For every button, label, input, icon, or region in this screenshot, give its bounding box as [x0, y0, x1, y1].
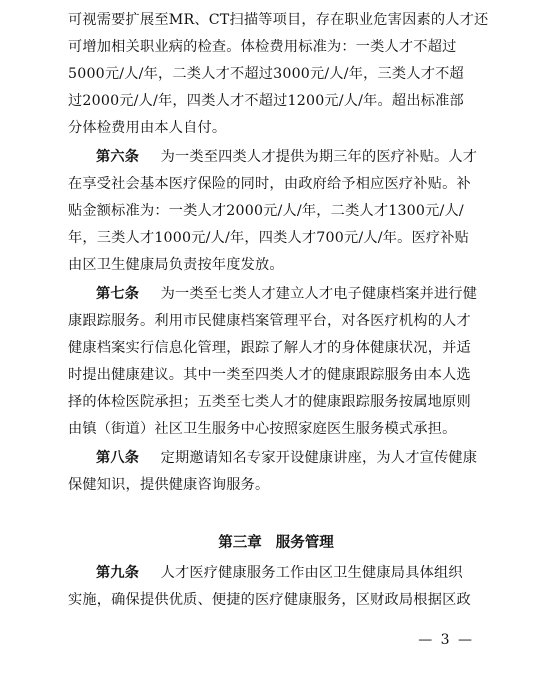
paragraph-line: 实施，确保提供优质、便捷的医疗健康服务，区财政局根据区政: [68, 592, 471, 608]
paragraph-line: 分体检费用由本人自付。: [68, 120, 227, 136]
paragraph-line: 康跟踪服务。利用市民健康档案管理平台，对各医疗机构的人才: [68, 313, 471, 329]
paragraph-line: 可增加相关职业病的检查。体检费用标准为：一类人才不超过: [68, 39, 457, 55]
article-8-title: 第八条: [96, 450, 140, 466]
page-number: — 3 —: [418, 632, 474, 648]
paragraph-line: 择的体检医院承担；五类至七类人才的健康跟踪服务按属地原则: [68, 394, 471, 410]
paragraph-line: 年，三类人才1000元/人/年，四类人才700元/人/年。医疗补贴: [68, 230, 470, 246]
paragraph-line: 保健知识，提供健康咨询服务。: [68, 477, 270, 493]
article-9-text: 人才医疗健康服务工作由区卫生健康局具体组织: [160, 565, 463, 581]
article-6-text: 为一类至四类人才提供为期三年的医疗补贴。人才: [160, 149, 478, 165]
paragraph-line: 贴金额标准为：一类人才2000元/人/年，二类人才1300元/人/: [68, 203, 464, 219]
paragraph-line: 过2000元/人/年，四类人才不超过1200元/人/年。超出标准部: [68, 93, 464, 109]
paragraph-line: 健康档案实行信息化管理，跟踪了解人才的身体健康状况，并适: [68, 340, 471, 356]
paragraph-line: 由镇（街道）社区卫生服务中心按照家庭医生服务模式承担。: [68, 421, 457, 437]
article-8-first-line: [68, 450, 512, 466]
paragraph-line: 可视需要扩展至MR、CT扫描等项目，存在职业危害因素的人才还: [68, 12, 489, 28]
article-6-title: 第六条: [96, 149, 140, 165]
article-8-text: 定期邀请知名专家开设健康讲座，为人才宣传健康: [160, 450, 478, 466]
article-6-first-line: [68, 149, 512, 165]
chapter-heading: [68, 535, 484, 551]
article-7-first-line: [68, 286, 512, 302]
article-7-text: 为一类至七类人才建立人才电子健康档案并进行健: [160, 286, 478, 302]
paragraph-line: 时提出健康建议。其中一类至四类人才的健康跟踪服务由本人选: [68, 367, 471, 383]
article-9-first-line: [68, 565, 512, 581]
paragraph-line: 在享受社会基本医疗保险的同时，由政府给予相应医疗补贴。补: [68, 176, 471, 192]
chapter-number: 第三章: [218, 534, 262, 551]
chapter-name: 服务管理: [275, 534, 334, 551]
article-9-title: 第九条: [96, 565, 140, 581]
article-7-title: 第七条: [96, 286, 140, 302]
paragraph-line: 由区卫生健康局负责按年度发放。: [68, 257, 284, 273]
paragraph-line: 5000元/人/年，二类人才不超过3000元/人/年，三类人才不超: [68, 66, 464, 82]
